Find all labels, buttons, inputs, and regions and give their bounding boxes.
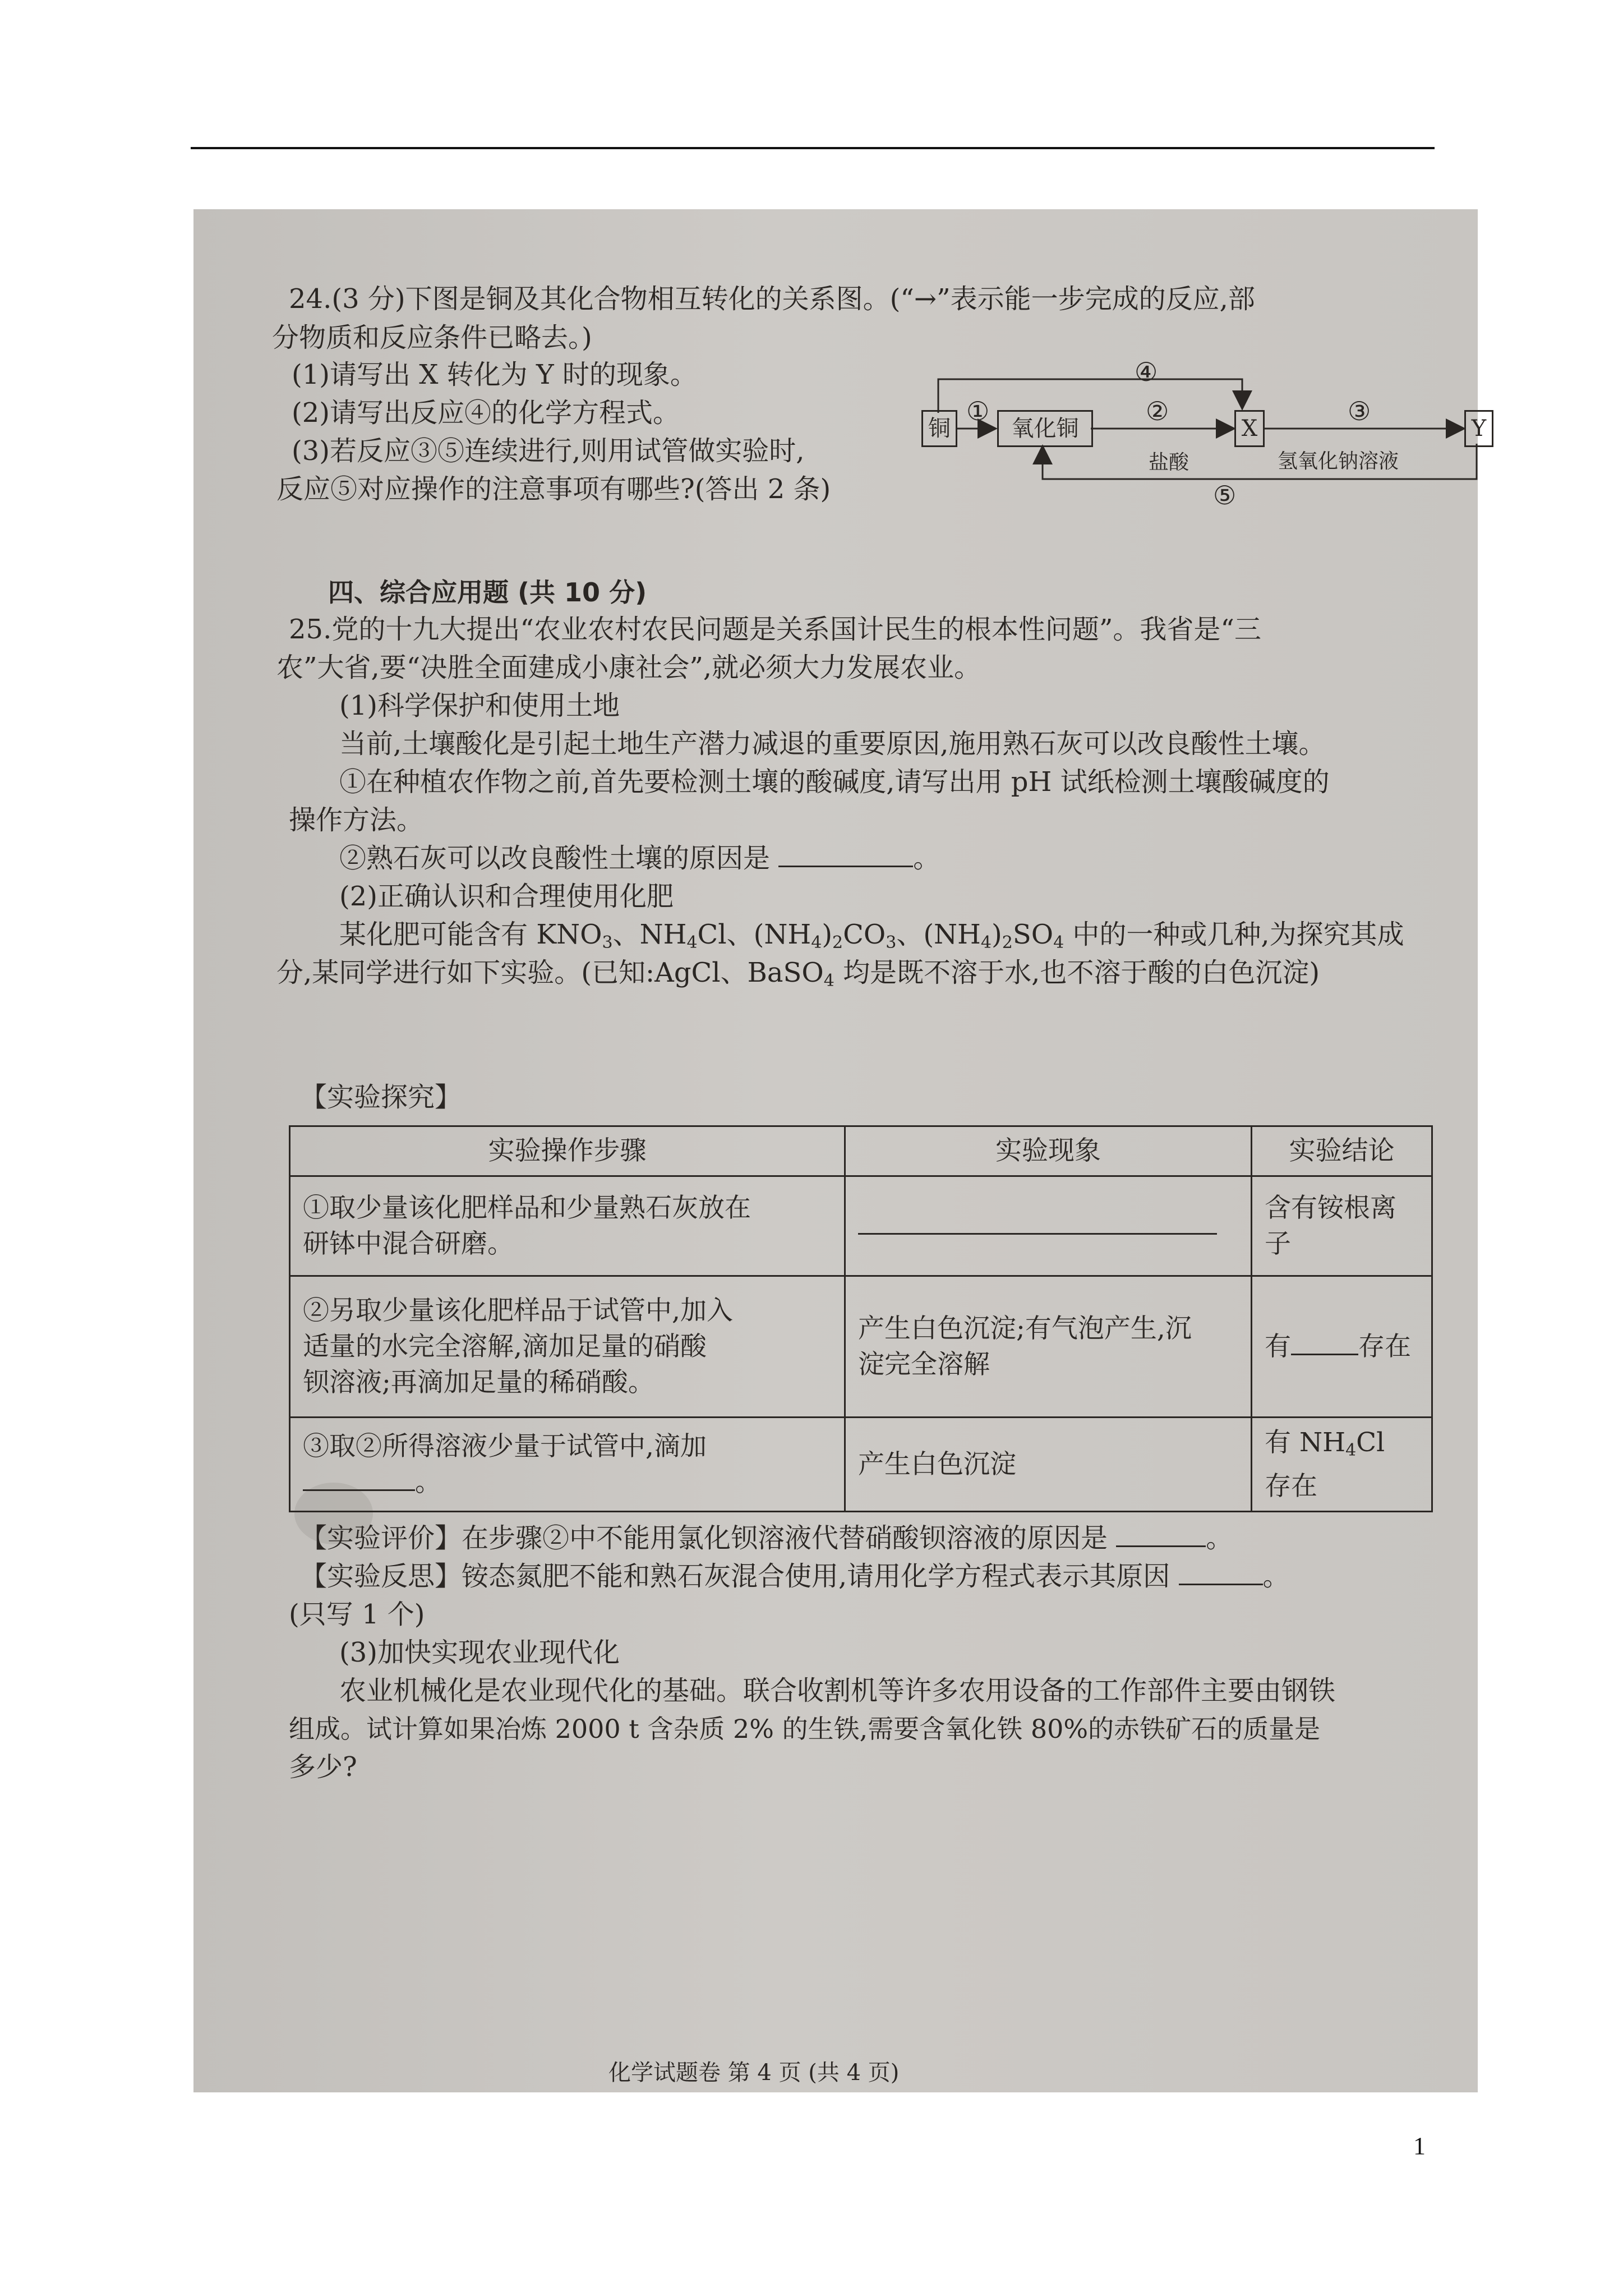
period: 。 [913,843,940,874]
text-frag: SO [1012,919,1054,950]
q24-line1: 24.(3 分)下图是铜及其化合物相互转化的关系图。(“→”表示能一步完成的反应,部 [289,283,1255,315]
part3-text2: 组成。试计算如果冶炼 2000 t 含杂质 2% 的生铁,需要含氧化铁 80%的赤铁矿石的质量是 [289,1714,1321,1744]
table-header-row [290,1126,1432,1176]
answer-blank[interactable] [1179,1561,1263,1585]
answer-blank[interactable] [1291,1337,1358,1355]
row2-phenomenon [845,1276,1252,1418]
period: 。 [1262,1561,1290,1592]
text-line: ③取②所得溶液少量于试管中,滴加 [303,1430,707,1462]
reflection-note: (只写 1 个) [289,1599,425,1630]
page-number: 1 [1413,2132,1426,2160]
row1-step [290,1176,845,1276]
text-line: ②另取少量该化肥样品于试管中,加入 [303,1295,733,1326]
q24-question1: (1)请写出 X 转化为 Y 时的现象。 [292,359,697,390]
answer-blank[interactable] [1116,1523,1206,1547]
text-frag: Cl、(NH [697,919,811,950]
text-frag: 有 NH [1265,1427,1346,1458]
period: 。 [415,1466,441,1498]
part2-text2 [276,954,1320,1000]
row3-step [290,1418,845,1512]
text-line [303,1465,832,1501]
subscript: 4 [1345,1440,1357,1460]
subscript: 3 [886,933,897,953]
text-frag: 存在 [1358,1331,1411,1362]
subscript: 2 [832,933,843,953]
subscript: 2 [1002,933,1013,953]
page-footer: 化学试题卷 第 4 页 (共 4 页) [608,2060,900,2086]
part1-q1b: 操作方法。 [289,804,424,836]
row1-conclusion: 含有铵根离子 [1252,1176,1432,1276]
section4-heading: 四、综合应用题 (共 10 分) [328,577,647,608]
reaction-3-label: ③ [1348,396,1371,426]
answer-blank[interactable] [858,1216,1217,1235]
part1-q2-text: ②熟石灰可以改良酸性土壤的原因是 [339,843,771,874]
row1-phenomenon [845,1176,1252,1276]
exam-page-photo [193,209,1487,2092]
reaction-5-label: ⑤ [1213,480,1237,510]
header-conclusion: 实验结论 [1252,1126,1432,1176]
text-frag: 【实验评价】在步骤②中不能用氯化钡溶液代替硝酸钡溶液的原因是 [300,1522,1108,1554]
part1-q2 [339,840,940,877]
part3-title: (3)加快实现农业现代化 [339,1637,620,1668]
period: 。 [1206,1522,1233,1554]
text-frag: 【实验反思】铵态氮肥不能和熟石灰混合使用,请用化学方程式表示其原因 [300,1561,1170,1592]
text-line: ①取少量该化肥样品和少量熟石灰放在 [303,1192,751,1223]
q24-question2: (2)请写出反应④的化学方程式。 [292,397,680,429]
text-frag: ) [992,919,1002,950]
q25-intro1: 25.党的十九大提出“农业农村农民问题是关系国计民生的根本性问题”。我省是“三 [289,614,1261,645]
header-rule [191,147,1435,149]
subscript: 4 [1053,933,1064,953]
text-frag: Cl 存在 [1265,1427,1385,1502]
text-line: 研钵中混合研磨。 [303,1228,514,1259]
text-frag: CO [843,919,886,950]
row3-conclusion [1252,1418,1432,1512]
header-step: 实验操作步骤 [290,1126,845,1176]
table-row [290,1176,1432,1276]
subscript: 4 [980,933,992,953]
text-frag: 中的一种或几种,为探究其成 [1064,919,1404,950]
text-frag: 分,某同学进行如下实验。(已知:AgCl、BaSO [276,957,824,988]
text-frag: ) [822,919,833,950]
text-line: 淀完全溶解 [858,1349,990,1380]
node-copper: 铜 [921,410,957,447]
node-y: Y [1464,410,1493,447]
part1-text: 当前,土壤酸化是引起土地生产潜力减退的重要原因,施用熟石灰可以改良酸性土壤。 [339,728,1326,760]
part3-text3: 多少? [289,1751,357,1783]
row2-conclusion [1252,1276,1432,1418]
text-frag: 、NH [612,919,687,950]
answer-blank[interactable] [778,843,913,867]
subscript: 4 [811,933,822,953]
table-row [290,1418,1432,1512]
text-frag: 均是既不溶于水,也不溶于酸的白色沉淀) [834,957,1320,988]
header-phenomenon: 实验现象 [845,1126,1252,1176]
table-row [290,1276,1432,1418]
answer-blank[interactable] [303,1473,415,1491]
part1-q1a: ①在种植农作物之前,首先要检测土壤的酸碱度,请写出用 pH 试纸检测土壤酸碱度的 [339,766,1330,798]
row2-step [290,1276,845,1418]
reaction-4-label: ④ [1135,357,1158,387]
experiment-evaluation [300,1520,1233,1557]
reaction-1-label: ① [966,396,990,426]
q24-question3a: (3)若反应③⑤连续进行,则用试管做实验时, [292,435,805,467]
reagent-hcl-label: 盐酸 [1149,451,1189,474]
row3-phenomenon: 产生白色沉淀 [845,1418,1252,1512]
part2-title: (2)正确认识和合理使用化肥 [339,881,674,912]
q24-question3b: 反应⑤对应操作的注意事项有哪些?(答出 2 条) [276,473,831,505]
text-frag: 某化肥可能含有 KNO [339,919,602,950]
text-line: 适量的水完全溶解,滴加足量的硝酸 [303,1331,707,1362]
subscript: 3 [602,933,613,953]
subscript: 4 [823,971,834,991]
q25-intro2: 农”大省,要“决胜全面建成小康社会”,就必须大力发展农业。 [276,652,981,683]
reaction-diagram [921,340,1487,525]
subscript: 4 [686,933,698,953]
experiment-table [289,1125,1433,1512]
reagent-naoh-label: 氢氧化钠溶液 [1278,450,1399,473]
text-line: 产生白色沉淀;有气泡产生,沉 [858,1313,1192,1344]
text-frag: 有 [1265,1331,1291,1362]
part1-title: (1)科学保护和使用土地 [339,690,620,721]
reaction-2-label: ② [1146,396,1169,426]
text-line: 钡溶液;再滴加足量的稀硝酸。 [303,1366,654,1398]
node-copper-oxide: 氧化铜 [997,410,1093,447]
text-frag: 、(NH [896,919,981,950]
node-x: X [1234,410,1265,447]
q24-line2: 分物质和反应条件已略去。) [272,322,592,353]
experiment-reflection [300,1558,1290,1595]
part3-text1: 农业机械化是农业现代化的基础。联合收割机等许多农用设备的工作部件主要由钢铁 [339,1675,1336,1706]
experiment-explore-label: 【实验探究】 [300,1082,462,1113]
